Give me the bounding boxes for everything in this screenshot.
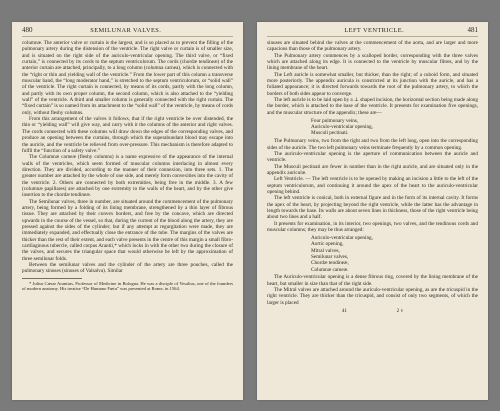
left-auricle-openings-list: [311, 118, 478, 137]
footnote-rule: [22, 278, 82, 279]
paragraph: The Pulmonary artery commences by a scalloped border, corresponding with the three valves which are attached along its edge. It is connected to the ventricle by muscular fibres, and by the lining membrane of the heart.: [267, 52, 478, 72]
list-item: Auriculo-ventricular opening,: [311, 234, 373, 241]
right-page-number: 481: [467, 26, 478, 34]
left-page-body: [22, 40, 233, 292]
right-running-title: LEFT VENTRICLE.: [344, 27, 405, 34]
paragraph: From this arrangement of the valves it follows, that if the right ventricle be over distended, the thin or “yielding wall” will give way, and carry with it the columns of the anterior and right valves. The cords connected with these columns will draw down the edges of the corresponding valves, and produce an opening between the curtains, through which the superabundant blood may escape into the auricle, and the ventricle be relieved from over-pressure. This mechanism is therefore adapted to fulfil the “function of a safety valve.”: [22, 116, 233, 154]
signature-right: 2 v: [396, 308, 404, 315]
paragraph: The left ventricle is conical, both in external figure and in the form of its internal cavity. It forms the apex of the heart, by projecting beyond the right ventricle, while the latter has the advantage in length towards the base. Its walls are about seven lines in thickness, those of the right ventricle being about two lines and a half.: [267, 195, 478, 221]
paragraph: The Musculi pectinati are fewer in number than in the right auricle, and are situated only in the appendix auriculæ.: [267, 163, 478, 176]
left-ventricle-structures-list: [311, 235, 478, 273]
signature-left: 41: [341, 308, 348, 315]
list-item: Aortic opening,: [311, 241, 344, 248]
paragraph: The Pulmonary veins, two from the right and two from the left lung, open into the corresponding sides of the auricle. The two left pulmonary veins terminate frequently by a common opening.: [267, 138, 478, 151]
paragraph: sinuses are situated behind the valves at the commencement of the aorta, and are larger and more capacious than those of the pulmonary artery.: [267, 40, 478, 53]
paragraph: The Auriculo-ventricular opening is a dense fibrous ring, covered by the lining membrane of the heart, but smaller in size than that of the right side.: [267, 274, 478, 287]
left-page-number: 480: [22, 26, 33, 34]
paragraph: The left auricle is to be laid open by a ⊥ shaped incision, the horizontal section being made along the border, which is attached to the base of the ventricle. It presents for examination five openings, and the muscular structure of the appendix; these are—: [267, 97, 478, 116]
paragraph: The Left auricle is somewhat smaller, but thicker, than the right; of a cuboid form, and situated more posteriorly. The appendix auricula is constricted at its junction with the auricle, and has a foliated appearance; it is directed forwards towards the root of the pulmonary artery, to which the borders of both sides appear to converge.: [267, 71, 478, 97]
paragraph: The Columnæ carneæ (fleshy columns) is a name expressive of the appearance of the internal walls of the ventricles, which seem formed of muscular columns interlacing in almost every direction. They are divided, according to the manner of their connexion, into three sets. 1. The greater number are attached by the whole of one side, and merely form convexities into the cavity of the ventricle. 2. Others are connected by both extremities, being free in the middle. 3. A few (columnæ papillares) are attached by one extremity to the walls of the heart, and by the other give insertion to the chordæ tendineæ.: [22, 154, 233, 199]
list-item: Semilunar valves,: [311, 253, 349, 260]
footnote: * Julius Cæsar Arantius, Professor of Medicine in Bologna. He was a disciple of Vesalius, one of the founders of modern anatomy. His treatise “De Humano Fœtu” was presented at Rome, in 1564.: [22, 280, 233, 292]
paragraph: The Mitral valves are attached around the auriculo-ventricular opening, as are the tricuspid in the right ventricle. They are thicker than the tricuspid, and consist of only two segments, of which the larger is placed: [267, 287, 478, 306]
right-page-header: [267, 26, 478, 37]
list-item: Four pulmonary veins,: [311, 117, 359, 124]
paragraph: Between the semilunar valves and the cylinder of the artery are three pouches, called the pulmonary sinuses (sinuses of Valsalva). Similar: [22, 262, 233, 275]
left-page-header: [22, 26, 233, 37]
left-running-title: SEMILUNAR VALVES.: [90, 27, 162, 34]
list-item: Mitral valves,: [311, 247, 340, 254]
paragraph: It presents for examination, in its interior, two openings, two valves, and the tendinous cords and muscular columns; they may be thus arranged:: [267, 220, 478, 233]
paragraph: The auriculo-ventricular opening is the aperture of communication between the auricle and ventricle.: [267, 150, 478, 164]
signature-marks: [267, 308, 478, 314]
list-item: Chordæ tendineæ,: [311, 260, 349, 267]
paragraph: The Semilunar valves, three in number, are situated around the commencement of the pulmonary artery, being formed by a folding of its lining membrane, strengthened by a thin layer of fibrous tissue. They are attached by their convex borders, and free by the concave, which are directed upwards in the course of the vessel, so that, during the current of the blood along the artery, they are pressed against the sides of the cylinder; but if any attempt at regurgitation were made, they are immediately expanded, and effectually close the entrance of the tube. The margins of the valves are thicker than the rest of their extent, and each valve presents in the centre of this margin a small fibro-cartilaginous tubercle, called corpus Arantii,* which locks in with the other two during the closure of the valves, and secures the triangular space that would otherwise be left by the approximation of three semilunar folds.: [22, 198, 233, 262]
left-page: [12, 22, 243, 400]
paragraph: columnæ. The anterior valve or curtain is the largest, and is so placed as to prevent the filling of the pulmonary artery during the distension of the ventricle. The right valve or curtain is of smaller size, and is situated on the right side of the auriculo-ventricular opening. The third valve, or “fixed curtain,” is connected by its cords to the septum ventriculorum. The cords (chordæ tendineæ) of the anterior curtain are attached, principally, to a long column (columna carnea), which is connected with the “right or thin and yielding wall of the ventricle.” From the lower part of this column a transverse muscular band, the “long moderator band,” is stretched to the septum ventriculorum, or “solid wall” of the ventricle. The right curtain is connected, by means of its cords, partly with the long column, and partly with its own proper column, the second column, which is also attached to the “yielding wall” of the ventricle. A third and smaller column is generally connected with the right curtain. The “fixed curtain” is so named from its attachment to the “solid wall” of the ventricle, by means of cords only, without fleshy columns.: [22, 40, 233, 116]
list-item: Columnæ carneæ.: [311, 266, 349, 273]
right-page: [257, 22, 488, 400]
right-page-body: [267, 40, 478, 314]
list-item: Auriculo-ventricular opening,: [311, 123, 373, 130]
paragraph: Left Ventricle. — The left ventricle is to be opened by making an incision a little to the left of the septum ventriculorum, and continuing it around the apex of the heart to the auriculo-ventricular opening behind.: [267, 176, 478, 195]
list-item: Musculi pectinati.: [311, 130, 349, 137]
